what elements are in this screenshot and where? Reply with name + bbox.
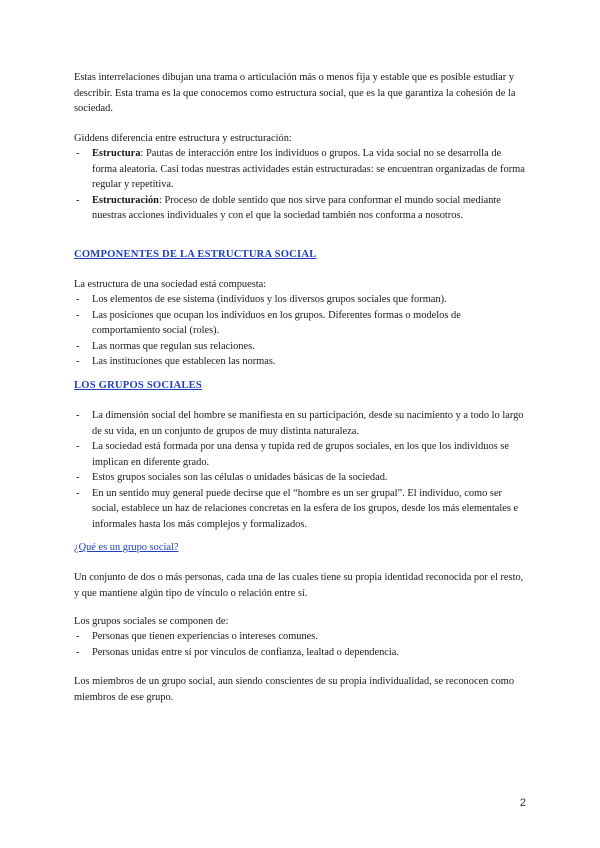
closing-paragraph: Los miembros de un grupo social, aun siendo conscientes de su propia individualidad, se reconocen como miembros de ese grupo. bbox=[74, 676, 515, 703]
grupos-list bbox=[74, 408, 526, 532]
heading-grupos-sociales[interactable]: LOS GRUPOS SOCIALES bbox=[74, 380, 203, 391]
definition-paragraph: Un conjunto de dos o más personas, cada una de las cuales tiene su propia identidad reconocida por el resto, y que mantiene algún tipo de vínculo o relación entre sí. bbox=[74, 572, 524, 599]
list-item: - La sociedad está formada por una densa y tupida red de grupos sociales, en los que los individuos se implican en diferente grado. bbox=[76, 441, 509, 468]
list-item: - Las instituciones que establecen las normas. bbox=[76, 356, 276, 367]
link-que-es-grupo-social[interactable]: ¿Qué es un grupo social? bbox=[74, 542, 179, 553]
list-item: - Estos grupos sociales son las células o unidades básicas de la sociedad. bbox=[76, 472, 388, 483]
componentes-lead: La estructura de una sociedad está compuesta: bbox=[74, 279, 267, 290]
list-item: - Personas que tienen experiencias o intereses comunes. bbox=[76, 631, 318, 642]
heading-componentes[interactable]: COMPONENTES DE LA ESTRUCTURA SOCIAL bbox=[74, 249, 317, 260]
componen-lead: Los grupos sociales se componen de: bbox=[74, 616, 229, 627]
page-number: 2 bbox=[519, 797, 526, 809]
list-item: - Los elementos de ese sistema (individuos y los diversos grupos sociales que forman). bbox=[76, 294, 447, 305]
list-item: - Estructura: Pautas de interacción entre los individuos o grupos. La vida social no se desarrolla de forma aleatoria. Casi todas nuestras actividades están estructuradas: se encuentran organizadas de forma regular y repetitiva. bbox=[76, 148, 525, 190]
list-item: - En un sentido muy general puede decirse que el “hombre es un ser grupal”. El individuo, como ser social, establece un haz de relaciones concretas en la esfera de los grupos, desde los más elementales e informales hasta los más complejos y formalizados. bbox=[76, 487, 519, 530]
definition-text: : Pautas de interacción entre los individuos o grupos. La vida social no se desarrolla de forma aleatoria. Casi todas nuestras actividades están estructuradas: se encuentran organizadas de forma regular y repetitiva. bbox=[92, 148, 525, 190]
giddens-paragraph: Giddens diferencia entre estructura y estructuración: bbox=[74, 133, 292, 144]
term-estructura: Estructura bbox=[92, 148, 141, 159]
intro-paragraph: Estas interrelaciones dibujan una trama o articulación más o menos fija y estable que es posible estudiar y describir. Esta trama es la que conocemos como estructura social, que es la que garantiza la cohesión de la sociedad. bbox=[74, 72, 516, 114]
term-estructuracion: Estructuración bbox=[92, 194, 159, 206]
giddens-list bbox=[74, 146, 526, 224]
componentes-list bbox=[74, 292, 526, 370]
list-item: - La dimensión social del hombre se manifiesta en su participación, desde su nacimiento y a todo lo largo de su vida, en un conjunto de grupos de muy distinta naturaleza. bbox=[76, 410, 524, 437]
definition-text: : Proceso de doble sentido que nos sirve para conformar el mundo social mediante nuestras acciones individuales y con el que la sociedad también nos conforma a nosotros. bbox=[92, 194, 501, 221]
list-item: - Estructuración: Proceso de doble sentido que nos sirve para conformar el mundo social mediante nuestras acciones individuales y con el que la sociedad también nos conforma a nosotros. bbox=[76, 194, 501, 221]
list-item: - Las normas que regulan sus relaciones. bbox=[76, 340, 255, 352]
list-item: - Las posiciones que ocupan los individuos en los grupos. Diferentes formas o modelos de comportamiento social (roles). bbox=[76, 309, 461, 336]
componen-list bbox=[74, 629, 526, 660]
list-item: - Personas unidas entre sí por vínculos de confianza, lealtad o dependencia. bbox=[76, 646, 399, 658]
